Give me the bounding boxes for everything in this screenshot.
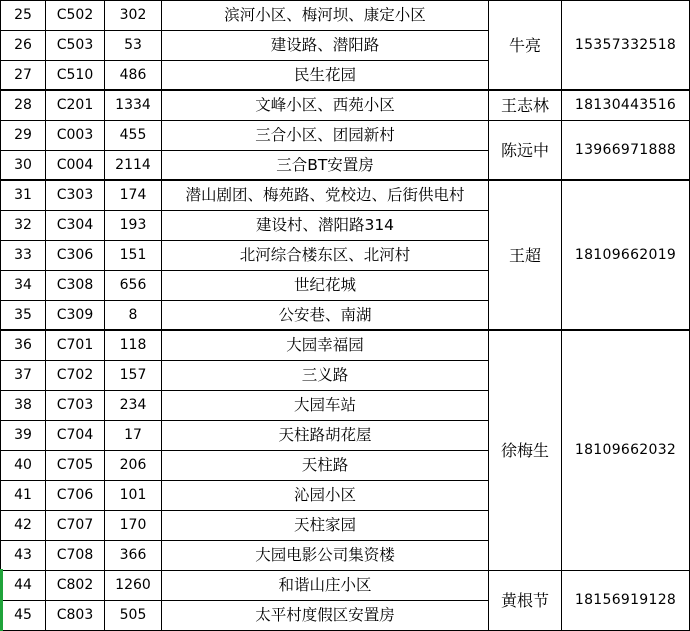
household-count: 118 [105,331,162,361]
group-separator-line [0,179,690,181]
area-name: 潜山剧团、梅苑路、党校边、后街供电村 [162,181,489,211]
contact-name: 牛亮 [489,1,562,91]
row-number: 32 [1,211,46,241]
row-number: 26 [1,31,46,61]
household-count: 170 [105,511,162,541]
table-row [1,1,690,31]
area-code: C510 [46,61,105,91]
table-row [1,331,690,361]
area-name: 北河综合楼东区、北河村 [162,241,489,271]
area-name: 建设路、潜阳路 [162,31,489,61]
household-count: 206 [105,451,162,481]
row-number: 42 [1,511,46,541]
household-count: 656 [105,271,162,301]
area-name: 三合小区、团园新村 [162,121,489,151]
table-body [1,1,690,631]
area-name: 世纪花城 [162,271,489,301]
area-code: C309 [46,301,105,331]
area-name: 民生花园 [162,61,489,91]
row-number: 25 [1,1,46,31]
household-count: 302 [105,1,162,31]
contact-phone: 15357332518 [562,1,690,91]
area-code: C707 [46,511,105,541]
household-count: 486 [105,61,162,91]
area-code: C703 [46,391,105,421]
household-count: 101 [105,481,162,511]
household-count: 157 [105,361,162,391]
area-name: 太平村度假区安置房 [162,601,489,631]
area-name: 三合BT安置房 [162,151,489,181]
group-separator-line [0,329,690,331]
area-code: C702 [46,361,105,391]
contact-phone: 18156919128 [562,571,690,631]
row-number: 36 [1,331,46,361]
household-count: 505 [105,601,162,631]
area-code: C304 [46,211,105,241]
area-code: C306 [46,241,105,271]
row-number: 35 [1,301,46,331]
contact-phone: 18130443516 [562,91,690,121]
household-count: 174 [105,181,162,211]
row-number: 41 [1,481,46,511]
row-number: 45 [1,601,46,631]
row-number: 38 [1,391,46,421]
contact-phone: 18109662032 [562,331,690,571]
contact-name: 陈远中 [489,121,562,181]
area-name: 三义路 [162,361,489,391]
row-number: 30 [1,151,46,181]
row-number: 29 [1,121,46,151]
area-code: C701 [46,331,105,361]
row-number: 44 [1,571,46,601]
area-code: C308 [46,271,105,301]
household-count: 2114 [105,151,162,181]
group-separator-line [0,89,690,91]
area-name: 和谐山庄小区 [162,571,489,601]
contact-name: 黄根节 [489,571,562,631]
area-name: 天柱家园 [162,511,489,541]
area-code: C503 [46,31,105,61]
row-number: 31 [1,181,46,211]
area-code: C708 [46,541,105,571]
area-name: 沁园小区 [162,481,489,511]
row-number: 40 [1,451,46,481]
household-count: 366 [105,541,162,571]
area-code: C706 [46,481,105,511]
contact-name: 王志林 [489,91,562,121]
contact-name: 王超 [489,181,562,331]
row-number: 28 [1,91,46,121]
household-count: 53 [105,31,162,61]
area-name: 大园车站 [162,391,489,421]
area-name: 公安巷、南湖 [162,301,489,331]
area-name: 天柱路 [162,451,489,481]
household-count: 151 [105,241,162,271]
table-row [1,91,690,121]
contact-phone: 13966971888 [562,121,690,181]
household-count: 1260 [105,571,162,601]
household-count: 234 [105,391,162,421]
row-number: 39 [1,421,46,451]
row-number: 27 [1,61,46,91]
contact-name: 徐梅生 [489,331,562,571]
household-count: 8 [105,301,162,331]
area-name: 大园电影公司集资楼 [162,541,489,571]
household-count: 1334 [105,91,162,121]
area-name: 滨河小区、梅河坝、康定小区 [162,1,489,31]
area-code: C705 [46,451,105,481]
household-count: 193 [105,211,162,241]
area-code: C802 [46,571,105,601]
area-code: C704 [46,421,105,451]
table-row [1,571,690,601]
table-row [1,121,690,151]
area-name: 大园幸福园 [162,331,489,361]
area-code: C803 [46,601,105,631]
household-count: 17 [105,421,162,451]
area-code: C003 [46,121,105,151]
area-name: 建设村、潜阳路314 [162,211,489,241]
contact-phone: 18109662019 [562,181,690,331]
row-number: 34 [1,271,46,301]
row-number: 43 [1,541,46,571]
area-code: C303 [46,181,105,211]
row-number: 33 [1,241,46,271]
area-code: C004 [46,151,105,181]
area-name: 天柱路胡花屋 [162,421,489,451]
area-code: C502 [46,1,105,31]
table-row [1,181,690,211]
area-name: 文峰小区、西苑小区 [162,91,489,121]
area-code: C201 [46,91,105,121]
selection-marker [0,569,3,631]
household-count: 455 [105,121,162,151]
row-number: 37 [1,361,46,391]
